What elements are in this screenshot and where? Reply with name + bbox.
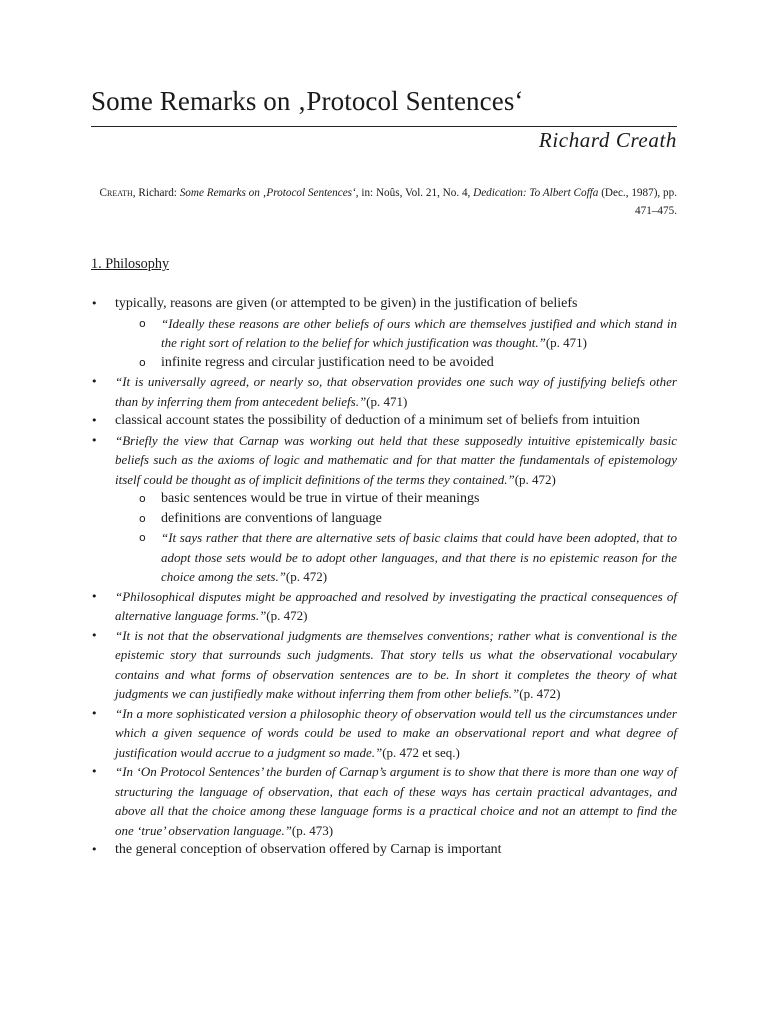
bullet: • [91,843,98,856]
page-ref: (p. 471) [545,335,587,350]
list-item: • “It is universally agreed, or nearly so, that observation provides one such way of justifying beliefs other than by inferring them from antecedent beliefs.”(p. 471) [91,374,677,409]
citation-author: Creath [99,187,133,199]
sub-bullet: o [139,511,146,525]
title-divider [91,126,677,127]
list-item: o “Ideally these reasons are other beliefs of ours which are themselves justified and which stand in the right sort of relation to the belief for which justification was thought.”(p. 471) [139,315,677,350]
section-heading: 1. Philosophy [91,256,170,272]
bullet: • [91,414,98,427]
author-name: Richard Creath [538,128,677,152]
page-ref: (p. 472) [285,569,328,584]
list-item: o “It says rather that there are alternative sets of basic claims that could have been adopted, that to adopt those sets would be to adopt other languages, and that there is no epistemic reason for the choice among the sets.”(p. 472) [139,530,677,584]
page-ref: (p. 472) [266,608,308,623]
page-ref: (p. 471) [366,393,408,409]
bullet: • [91,297,98,310]
citation-dedication: Dedication: To Albert Coffa [473,187,599,199]
list-item: • classical account states the possibility of deduction of a minimum set of beliefs from intuition [115,411,677,431]
sub-bullet: o [139,531,146,544]
page-ref: (p. 473) [291,822,334,838]
bullet: • [91,375,98,388]
citation-text: (Dec., 1987), pp. 471–475. [598,187,677,217]
page-ref: (p. 472) [514,471,556,487]
sub-bullet: o [139,492,146,505]
citation [91,184,677,220]
citation-text: , Richard: [132,187,180,199]
sub-bullet: o [139,316,146,330]
list-item: • the general conception of observation offered by Carnap is important [115,840,677,860]
bullet: • [91,628,98,642]
list-item: • “In ‘On Protocol Sentences’ the burden of Carnap’s argument is to show that there is more than one way of structuring the language of observation, that each of these ways has certain practical advantages, and above all that the choice among these language forms is a practical choice and not an attempt to find the one ‘true’ observation language.”(p. 473) [91,764,677,838]
list-item: • typically, reasons are given (or attempted to be given) in the justification of beliefs [115,294,677,314]
bullet: • [91,706,98,720]
page-ref: (p. 472 et seq.) [382,744,460,760]
list-item: • “Philosophical disputes might be approached and resolved by investigating the practical consequences of alternative language forms.”(p. 472) [91,588,677,623]
bullet: • [91,589,98,603]
list-item: • “It is not that the observational judgments are themselves conventions; rather what is conventional is the epistemic story that surrounds such judgments. That story tells us what the observational vocabulary contains and what forms of observation sentences are to be. In short it completes the theory of what judgments we can justifiedly make without inferring them from other beliefs.”(p. 472) [91,627,677,701]
list-item: o basic sentences would be true in virtue of their meanings [161,489,677,509]
bullet: • [91,765,98,778]
list-item: • “Briefly the view that Carnap was working out held that these supposedly intuitive epistemically basic beliefs such as the axioms of logic and mathematic and for that matter the fundamentals of epistemology itself could be thought as of implicit definitions of the terms they contained.”(p. 472) [91,432,677,487]
citation-work: Some Remarks on ‚Protocol Sentences‘ [179,187,356,199]
sub-bullet: o [139,355,146,369]
page-ref: (p. 472) [519,686,561,701]
list-item: o infinite regress and circular justification need to be avoided [161,353,677,373]
document-title: Some Remarks on ‚Protocol Sentences‘ [91,86,524,116]
notes-list [91,294,677,860]
list-item: o definitions are conventions of language [161,509,677,529]
list-item: • “In a more sophisticated version a philosophic theory of observation would tell us the circumstances under which a given sequence of words could be used to make an observational report and what degree of justification would accrue to a judgment so made.”(p. 472 et seq.) [91,705,677,760]
bullet: • [91,433,98,447]
citation-text: , in: Noûs, Vol. 21, No. 4, [355,187,474,199]
